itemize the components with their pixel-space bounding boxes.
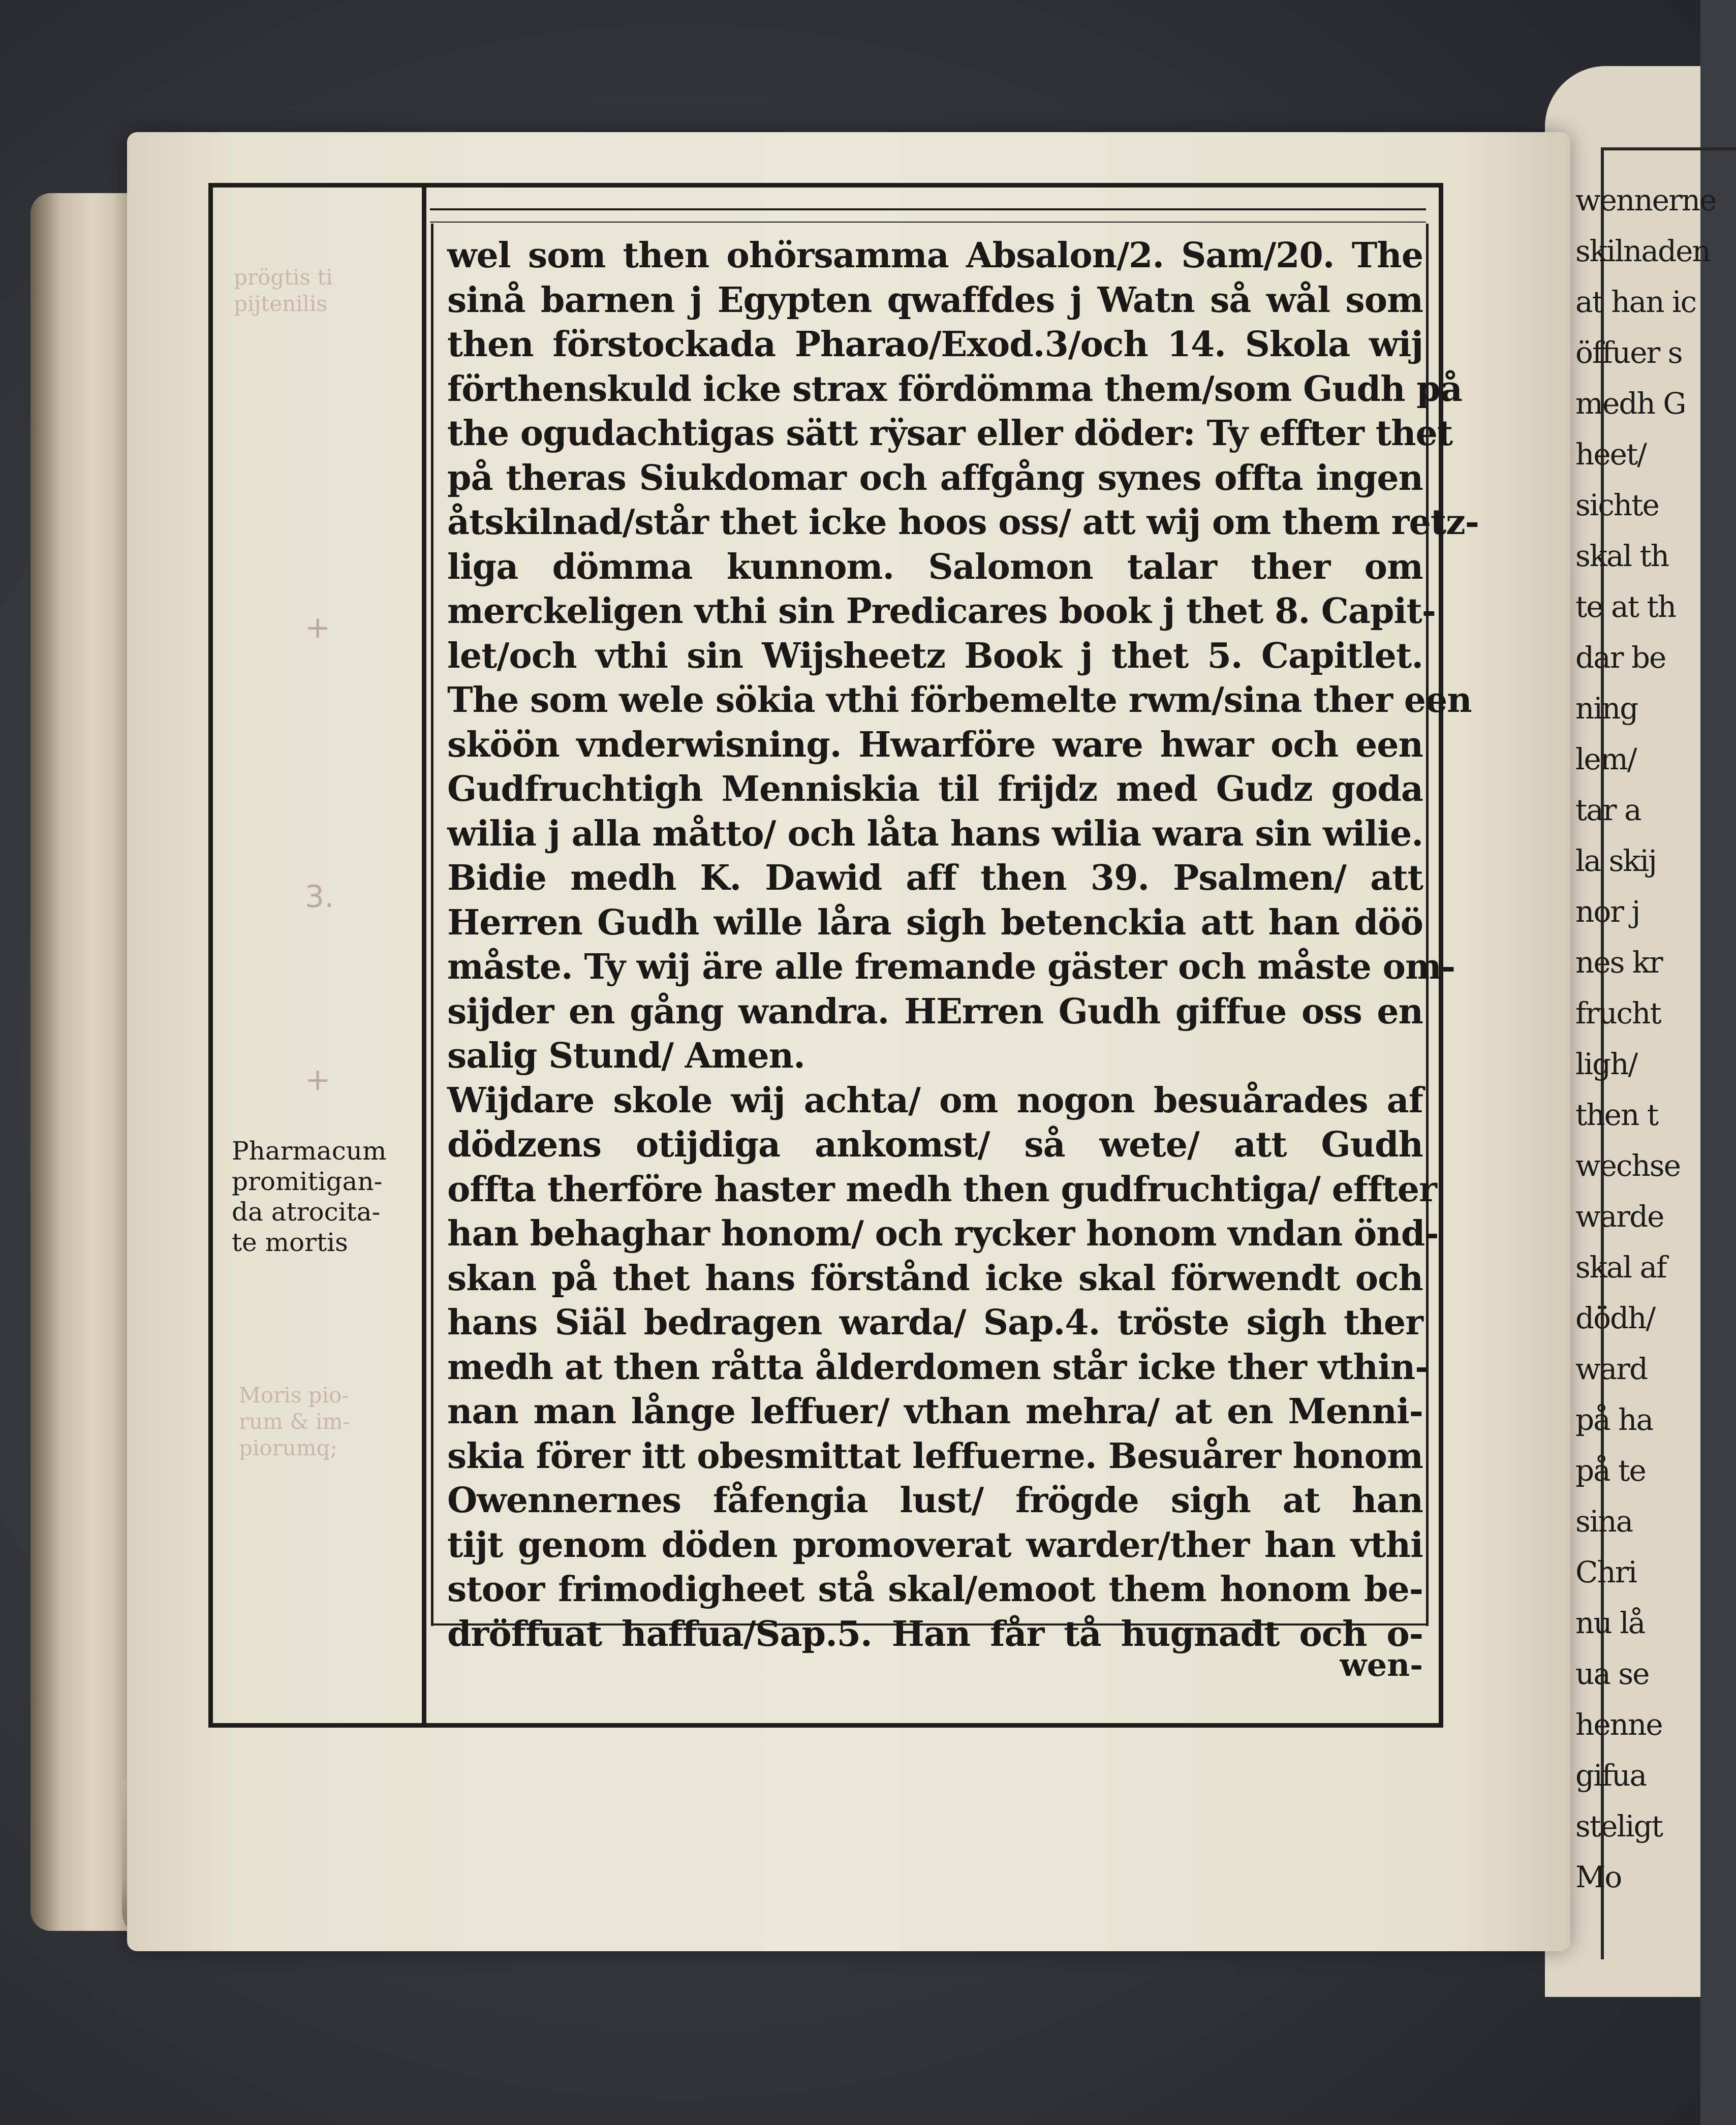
facing-page-line: sina xyxy=(1575,1504,1633,1539)
facing-page-line: lem/ xyxy=(1575,742,1636,776)
facing-page-line: på te xyxy=(1575,1453,1646,1488)
facing-page-line: then t xyxy=(1575,1098,1658,1132)
text-line: hans Siäl bedragen warda/ Sap.4. tröste sigh ther xyxy=(447,1302,1423,1343)
marginal-line: promitigan- xyxy=(232,1167,383,1196)
text-line: let/och vthi sin Wijsheetz Book j thet 5. Capitlet. xyxy=(447,635,1423,676)
facing-page-line: la skij xyxy=(1575,843,1657,878)
text-line: han behaghar honom/ och rycker honom vndan önd- xyxy=(447,1213,1439,1254)
facing-page-line: te at th xyxy=(1575,589,1676,624)
text-line: nan man långe leffuer/ vthan mehra/ at en Menni- xyxy=(447,1391,1423,1432)
facing-page-line: skal th xyxy=(1575,539,1669,573)
text-line: sijder en gång wandra. HErren Gudh giffue oss en xyxy=(447,991,1423,1032)
text-line: salig Stund/ Amen. xyxy=(447,1036,805,1076)
text-line: Herren Gudh wille låra sigh betenckia att han döö xyxy=(447,902,1423,943)
text-line: Wijdare skole wij achta/ om nogon besuårades af xyxy=(447,1080,1423,1121)
text-line: på theras Siukdomar och affgång synes offta ingen xyxy=(447,457,1423,498)
text-line: skan på thet hans förstånd icke skal förwendt och xyxy=(447,1258,1423,1299)
text-line: stoor frimodigheet stå skal/emoot them honom be- xyxy=(447,1569,1423,1610)
facing-page-line: nor j xyxy=(1575,894,1640,929)
facing-page-line: wechse xyxy=(1575,1148,1680,1183)
top-rule-thin xyxy=(430,222,1426,223)
text-line: Gudfruchtigh Menniskia til frijdz med Gudz goda xyxy=(447,769,1423,809)
facing-page-line: warde xyxy=(1575,1199,1664,1234)
facing-page-line: wennerne xyxy=(1575,183,1716,217)
text-line: wilia j alla måtto/ och låta hans wilia wara sin wilie. xyxy=(447,813,1423,854)
ghost-line: pijtenilis xyxy=(234,291,327,316)
facing-page-line: Chri xyxy=(1575,1555,1637,1589)
text-line: tijt genom döden promoverat warder/ther han vthi xyxy=(447,1524,1423,1566)
facing-page-line: medh G xyxy=(1575,386,1686,421)
text-line: liga dömma kunnom. Salomon talar ther om xyxy=(447,546,1423,587)
facing-page-line: gifua xyxy=(1575,1758,1647,1793)
margin-divider xyxy=(422,183,426,1728)
ghost-mark: 3. xyxy=(305,879,334,915)
facing-page-line: frucht xyxy=(1575,996,1661,1030)
facing-page-line: öffuer s xyxy=(1575,335,1682,370)
main-text-block xyxy=(447,234,1479,1657)
text-line: sköön vnderwisning. Hwarföre ware hwar och een xyxy=(447,724,1423,765)
facing-page-line: sichte xyxy=(1575,488,1659,522)
text-line: The som wele sökia vthi förbemelte rwm/sina ther een xyxy=(447,680,1472,721)
text-line: dröffuat haffua/Sap.5. Han får tå hugnadt och o- xyxy=(447,1613,1423,1654)
text-line: skia förer itt obesmittat leffuerne. Besuårer honom xyxy=(447,1435,1423,1477)
ghost-line: piorumq; xyxy=(239,1435,337,1460)
ghost-mark: + xyxy=(305,1062,331,1098)
text-line: the ogudachtigas sätt rÿsar eller döder: Ty effter thet xyxy=(447,413,1453,454)
top-rule xyxy=(430,208,1426,210)
marginal-line: Pharmacum xyxy=(232,1136,387,1166)
text-line: förthenskuld icke strax fördömma them/som Gudh på xyxy=(447,368,1462,410)
text-line: måste. Ty wij äre alle fremande gäster och måste om- xyxy=(447,947,1455,987)
facing-page-line: Mo xyxy=(1575,1860,1622,1894)
facing-page-line: skilnaden xyxy=(1575,234,1710,268)
facing-page-line: ligh/ xyxy=(1575,1047,1637,1081)
ghost-line: Moris pio- xyxy=(239,1383,349,1408)
text-line: Bidie medh K. Dawid aff then 39. Psalmen/ att xyxy=(447,858,1423,898)
facing-page-line: på ha xyxy=(1575,1402,1653,1437)
facing-page-line: tar a xyxy=(1575,793,1641,827)
facing-page-line: nu lå xyxy=(1575,1606,1645,1640)
text-line: Owennernes fåfengia lust/ frögde sigh at han xyxy=(447,1480,1423,1521)
facing-page-line: nes kr xyxy=(1575,945,1662,980)
ghost-line: rum & im- xyxy=(239,1409,350,1434)
facing-page-line: ning xyxy=(1575,691,1638,726)
catchword: wen- xyxy=(1340,1646,1423,1683)
facing-page-line: ward xyxy=(1575,1352,1648,1386)
ghost-mark: + xyxy=(305,610,331,645)
book-fore-edge xyxy=(30,193,132,1931)
facing-page-line: henne xyxy=(1575,1707,1662,1742)
ghost-line: prögtis ti xyxy=(234,265,333,290)
facing-page-line: dar be xyxy=(1575,640,1666,675)
marginal-line: te mortis xyxy=(232,1228,348,1257)
facing-page-line: dödh/ xyxy=(1575,1301,1655,1335)
text-line: medh at then råtta ålderdomen står icke ther vthin- xyxy=(447,1347,1429,1388)
facing-page-line: at han ic xyxy=(1575,285,1696,319)
text-frame-left xyxy=(431,224,433,1626)
facing-page-line: ua se xyxy=(1575,1657,1649,1691)
facing-page-line: skal af xyxy=(1575,1250,1666,1285)
text-line: wel som then ohörsamma Absalon/2. Sam/20. The xyxy=(447,235,1423,276)
text-line: dödzens otijdiga ankomst/ så wete/ att Gudh xyxy=(447,1124,1423,1165)
marginal-note xyxy=(232,1136,415,1258)
facing-page-line: heet/ xyxy=(1575,437,1646,472)
facing-page-line: steligt xyxy=(1575,1809,1662,1843)
text-line: offta therföre haster medh then gudfruchtiga/ effter xyxy=(447,1169,1437,1210)
text-line: åtskilnad/står thet icke hoos oss/ att wij om them retz- xyxy=(447,502,1479,543)
marginal-line: da atrocita- xyxy=(232,1197,381,1227)
text-line: sinå barnen j Egypten qwaffdes j Watn så wål som xyxy=(447,279,1423,321)
text-line: then förstockada Pharao/Exod.3/och 14. Skola wij xyxy=(447,324,1423,365)
text-line: merckeligen vthi sin Predicares book j thet 8. Capit- xyxy=(447,591,1436,632)
